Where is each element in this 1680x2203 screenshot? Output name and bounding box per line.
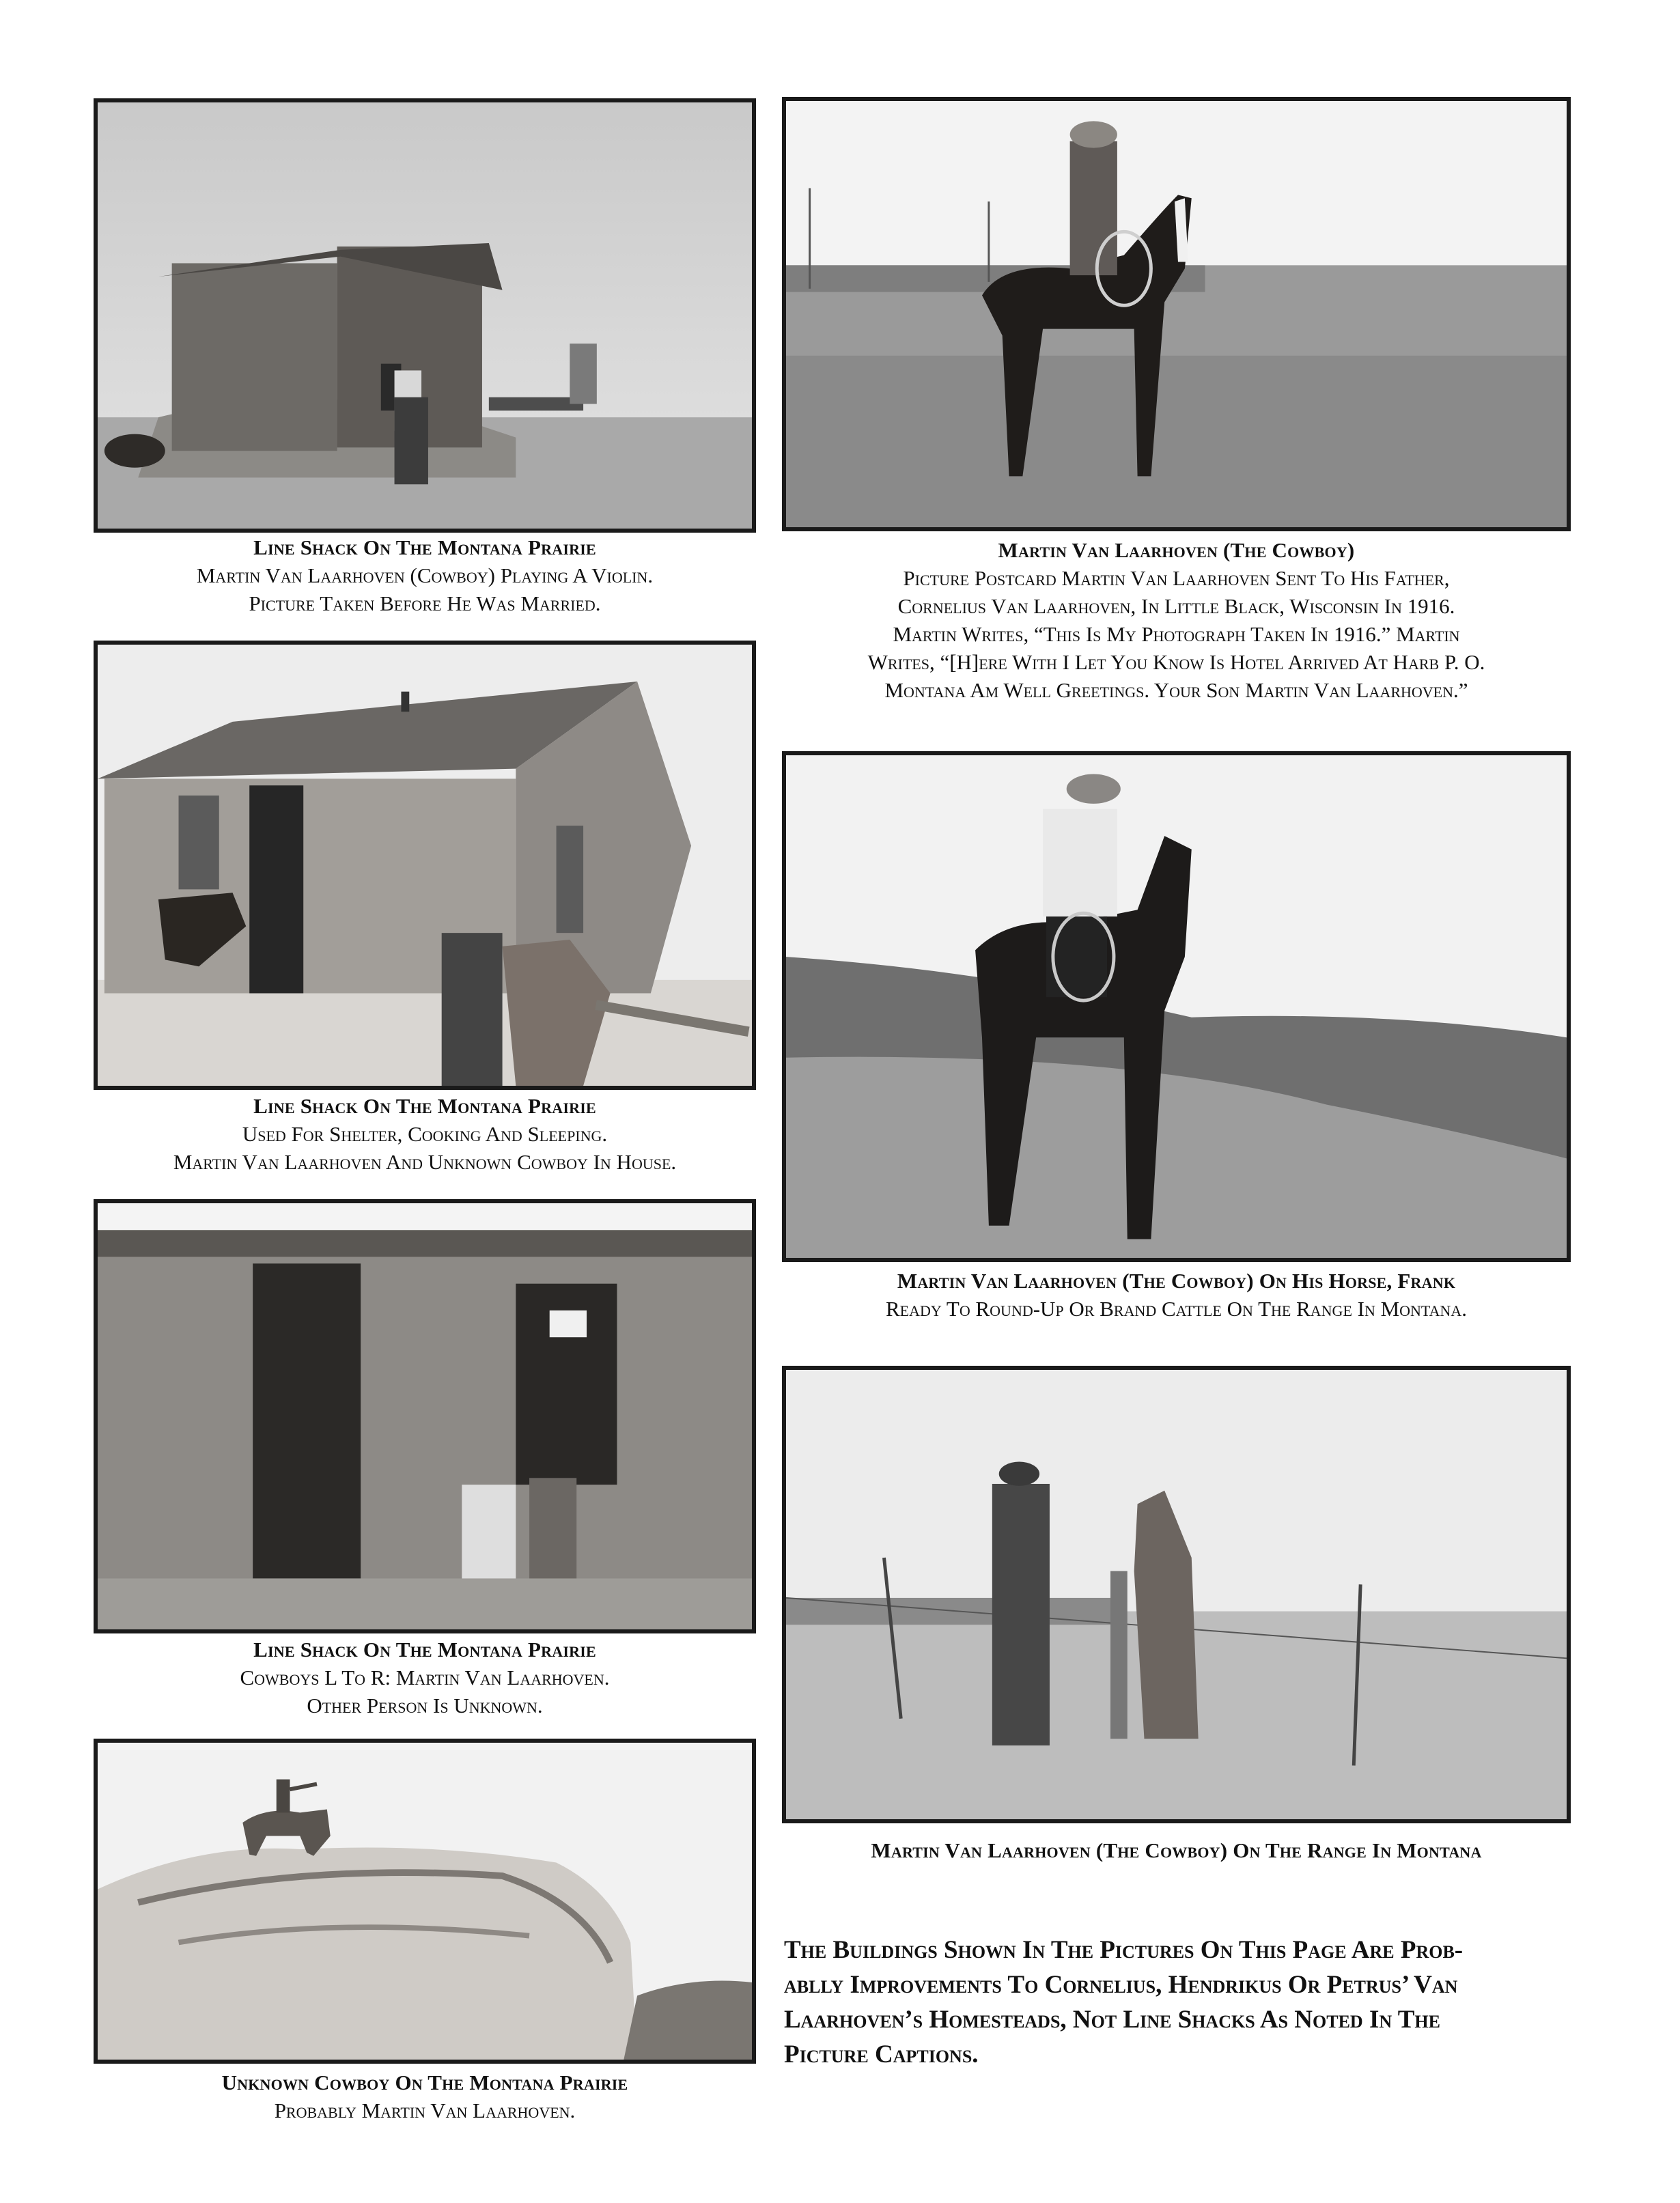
- photo-cowboy-on-range: [782, 1366, 1571, 1823]
- caption-line: Other Person Is Unknown.: [307, 1693, 543, 1717]
- photo-image: [98, 1203, 752, 1629]
- caption-line: Probably Martin Van Laarhoven.: [274, 2098, 576, 2122]
- caption-cowboy-on-range: [782, 1837, 1571, 1865]
- caption-line: Montana Am Well Greetings. Your Son Martin Van Laarhoven.”: [884, 677, 1468, 702]
- photo-image: [786, 101, 1567, 527]
- caption-line-shack-violin: [94, 534, 756, 618]
- caption-title: Martin Van Laarhoven (The Cowboy): [998, 538, 1355, 562]
- caption-line: Martin Van Laarhoven And Unknown Cowboy In House.: [173, 1149, 677, 1174]
- caption-line: Writes, “[H]ere With I Let You Know Is Hotel Arrived At Harb P. O.: [867, 649, 1485, 674]
- photo-image: [98, 645, 752, 1086]
- photo-cowboy-horse-frank: [782, 751, 1571, 1262]
- caption-line-shack-house: [94, 1093, 756, 1177]
- photo-line-shack-violin: [94, 98, 756, 533]
- note-line: The Buildings Shown In The Pictures On This Page Are Prob-: [784, 1936, 1464, 1964]
- photo-line-shack-two-cowboys: [94, 1199, 756, 1633]
- note-line: ablly Improvements To Cornelius, Hendrikus Or Petrus’ Van: [784, 1971, 1458, 1999]
- caption-title: Line Shack On The Montana Prairie: [253, 1638, 596, 1661]
- photo-image: [786, 1370, 1567, 1819]
- caption-line-shack-two-cowboys: [94, 1636, 756, 1720]
- photo-line-shack-house: [94, 641, 756, 1090]
- photo-cowboy-on-rock: [94, 1739, 756, 2064]
- caption-cowboy-horse-frank: [782, 1267, 1571, 1323]
- note-line: Picture Captions.: [784, 2040, 979, 2069]
- caption-line: Ready To Round-Up Or Brand Cattle On The Range In Montana.: [885, 1296, 1468, 1321]
- caption-title: Line Shack On The Montana Prairie: [253, 535, 596, 559]
- caption-title: Line Shack On The Montana Prairie: [253, 1094, 596, 1118]
- caption-title: Martin Van Laarhoven (The Cowboy) On His Horse, Frank: [897, 1269, 1456, 1293]
- note-line: Laarhoven’s Homesteads, Not Line Shacks As Noted In The: [784, 2006, 1440, 2034]
- caption-line: Martin Van Laarhoven (Cowboy) Playing A Violin.: [196, 563, 654, 587]
- caption-line: Picture Taken Before He Was Married.: [249, 591, 601, 615]
- caption-cowboy-postcard: [782, 537, 1571, 704]
- caption-title: Martin Van Laarhoven (The Cowboy) On The Range In Montana: [871, 1838, 1482, 1862]
- photo-cowboy-postcard: [782, 97, 1571, 531]
- caption-cowboy-on-rock: [94, 2069, 756, 2125]
- caption-line: Cornelius Van Laarhoven, In Little Black, Wisconsin In 1916.: [897, 593, 1455, 618]
- photo-image: [786, 755, 1567, 1258]
- caption-line: Picture Postcard Martin Van Laarhoven Sent To His Father,: [903, 565, 1450, 590]
- photo-image: [98, 102, 752, 529]
- caption-title: Unknown Cowboy On The Montana Prairie: [221, 2071, 628, 2094]
- caption-line: Cowboys L To R: Martin Van Laarhoven.: [240, 1665, 610, 1689]
- caption-line: Used For Shelter, Cooking And Sleeping.: [242, 1121, 608, 1146]
- photo-image: [98, 1743, 752, 2060]
- homestead-note: [784, 1933, 1571, 2072]
- caption-line: Martin Writes, “This Is My Photograph Taken In 1916.” Martin: [893, 621, 1460, 646]
